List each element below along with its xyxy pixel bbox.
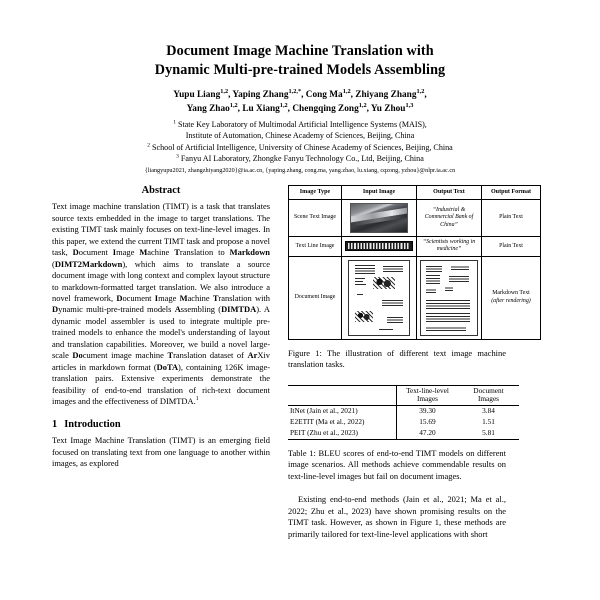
figure-1-header-row [289,186,541,200]
affiliation-2: $^2$ School of Artificial Intelligence, University of Chinese Academy of Sciences, Beijing, China [147,142,453,152]
figure-1-doc-input [342,256,417,339]
table-1-itnet-document: 3.84 [458,406,519,417]
affiliation-3: $^3$ Fanyu AI Laboratory, Zhongke Fanyu Technology Co., Ltd, Beijing, China [176,153,424,164]
figure-1-doc-format-main: Markdown Text [492,290,530,297]
title-line-2: Dynamic Multi-pre-trained Models Assembling [154,62,446,79]
scene-text-thumbnail-icon [350,203,408,233]
figure-1-line-output: “Scientists working in medicine” [417,236,482,256]
table-1-col-text-line-level-l2: Images [416,394,439,404]
abstract-heading: Abstract [141,185,181,197]
figure-1-row-text-line [289,236,541,256]
figure-1-doc-output [417,256,482,339]
table-1-peit-text-line: 47.20 [397,428,459,439]
figure-1-doc-type: Document Image [289,256,342,339]
author-emails: {liangyupu2021, zhangzhiyang2020}@ia.ac.cn, {yaping.zhang, cong.ma, yang.zhao, lu.xiang, cqzong, yzhou}@nlpr.ia.ac.cn [144,166,456,174]
figure-1-line-format: Plain Text [482,236,541,256]
author-list [52,89,548,115]
table-1-col-document-l1: Document [473,385,504,395]
table-1 [288,385,519,441]
figure-1-line-type: Text Line Image [289,236,342,256]
abstract-text: Text image machine translation (TIMT) is a task that translates source texts embedded in the image to target translations. The existing TIMT task mainly focuses on text-line-level images. In this paper, we extend the current TIMT task and propose a novel task, Document Image Machine Translation to Markdown (DIMT2Markdown), which aims to translate a source document image with long context and complex layout structure to markdown-formatted target translation. We also introduce a novel framework, Document Image Machine Translation with Dynamic multi-pre-trained models Assembling (DIMTDA). A dynamic model assembler is used to integrate multiple pre-trained models to enhance the model's understanding of layout and translation capabilities. Moreover, we build a novel large-scale Document image machine Translation dataset of ArXiv articles in markdown format (DoTA), containing 126K image-translation pairs. Extensive experiments demonstrate the feasibility of end-to-end translation of rich-text document images and the effectiveness of DIMTDA.$^1$ [52,201,271,407]
figure-1-scene-output: “Industrial & Commercial Bank of China” [417,199,482,236]
figure-1-caption: Figure 1: The illustration of different text image machine translation tasks. [288,347,506,370]
figure-1-row-document [289,256,541,339]
rendered-markdown-thumbnail-icon [420,260,478,336]
table-1-header-row [288,385,519,406]
table-1-col-document-l2: Images [477,394,500,404]
table-1-caption: Table 1: BLEU scores of end-to-end TIMT models on different image scenarios. All methods achieve commendable results on text-line-level images but fail on document images. [288,448,506,481]
table-1-col-text-line-level [397,385,459,406]
figure-1-doc-format [482,256,541,339]
figure-1-col-output-format: Output Format [482,186,541,200]
table-1-itnet-text-line: 39.30 [397,406,459,417]
introduction-paragraph: Text Image Machine Translation (TIMT) is an emerging field focused on translating text from one language to another within images, as explored [52,435,270,469]
figure-1-doc-format-note: (after rendering) [491,297,531,304]
figure-1-scene-input [342,199,417,236]
left-column [52,185,270,540]
body-columns [52,185,548,540]
table-row [288,406,519,417]
title-line-1: Document Image Machine Translation with [166,43,434,59]
table-1-peit-document: 5.81 [458,428,519,439]
figure-1-row-scene-text [289,199,541,236]
figure-1-col-image-type: Image Type [289,186,342,200]
author-line-2: Yang Zhao$^{1,2}$, Lu Xiang$^{1,2}$, Chengqing Zong$^{1,2}$, Yu Zhou$^{1,3}$ [186,101,414,114]
affiliation-list [52,119,548,165]
table-1-e2etit-document: 1.51 [482,417,495,427]
right-column [288,185,532,540]
figure-1-col-input-image: Input Image [342,186,417,200]
table-1-model-peit: PEIT (Zhu et al., 2023) [288,428,397,439]
figure-1-scene-format: Plain Text [482,199,541,236]
figure-1-scene-type: Scene Text Image [289,199,342,236]
text-line-thumbnail-icon [345,241,413,251]
table-row [288,428,519,439]
document-page-thumbnail-icon [348,260,410,336]
table-1-model-itnet: ItNet (Jain et al., 2021) [288,406,397,417]
existing-methods-paragraph: Existing end-to-end methods (Jain et al., 2021; Ma et al., 2022; Zhu et al., 2023) have shown promising results on the TIMT task. However, as shown in Figure 1, these methods are primarily tailored for text-line-level applications with short [288,494,506,539]
footnote-marker: 1 [195,396,199,403]
section-heading-introduction [52,419,270,430]
table-1-col-document [458,385,519,406]
section-title: Introduction [64,419,121,431]
table-row [288,417,519,428]
figure-1-col-output-text: Output Text [417,186,482,200]
figure-1-table [288,185,541,339]
table-1-model-e2etit: E2ETIT (Ma et al., 2022) [290,417,365,427]
affiliation-1: $^1$ State Key Laboratory of Multimodal Artificial Intelligence Systems (MAIS), [173,119,427,129]
table-1-col-text-line-level-l1: Text-line-level [406,385,449,395]
figure-1 [288,185,532,370]
affiliation-1b: Institute of Automation, Chinese Academy of Sciences, Beijing, China [185,131,415,141]
section-number: 1 [52,419,58,431]
table-1-corner-cell [288,385,397,406]
author-line-1: Yupu Liang$^{1,2}$, Yaping Zhang$^{1,2,*}$, Cong Ma$^{1,2}$, Zhiyang Zhang$^{1,2}$, [173,88,427,101]
figure-1-line-input [342,236,417,256]
table-1-e2etit-text-line: 15.69 [397,417,459,428]
page-title [52,42,548,80]
